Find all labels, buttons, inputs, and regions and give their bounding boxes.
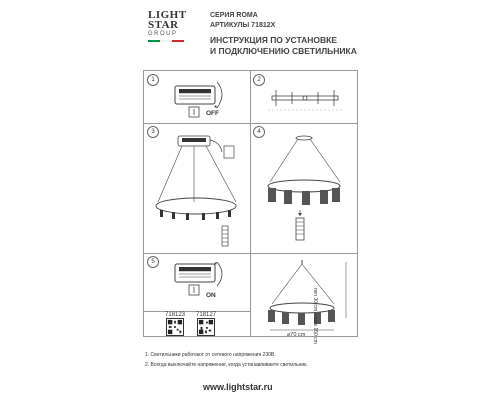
dimensions-diagram <box>262 258 352 338</box>
lightstar-logo <box>148 10 192 42</box>
height-range-label: min 30 cm – max 150 cm <box>312 288 318 344</box>
flag-red <box>172 40 184 42</box>
qr-code-2 <box>197 318 215 336</box>
logo-line-2: STAR <box>148 19 179 31</box>
step4-shades-diagram <box>262 130 352 250</box>
qr-code-label-1: 718123 <box>165 312 186 318</box>
italian-flag-stripe <box>148 40 184 42</box>
grid-divider-row2 <box>144 253 357 254</box>
step-number-1: 1 <box>147 74 159 86</box>
step1-switch-off-diagram <box>165 76 245 121</box>
flag-green <box>148 40 160 42</box>
step-number-4: 4 <box>253 126 265 138</box>
instruction-title-1: ИНСТРУКЦИЯ ПО УСТАНОВКЕ <box>210 35 338 45</box>
step-number-3: 3 <box>147 126 159 138</box>
logo-line-1: LIGHT <box>148 9 187 21</box>
step5-on-label: ON <box>206 292 216 299</box>
website-link[interactable]: www.lightstar.ru <box>203 382 273 392</box>
step2-mounting-bracket-diagram <box>258 80 350 120</box>
diameter-label: ⌀70 cm <box>287 332 306 338</box>
logo-subtitle: GROUP <box>148 31 178 37</box>
grid-divider-vertical <box>250 71 251 336</box>
qr-code-1 <box>166 318 184 336</box>
flag-white <box>160 40 172 42</box>
instruction-title-2: И ПОДКЛЮЧЕНИЮ СВЕТИЛЬНИКА <box>210 46 357 56</box>
articles-title: АРТИКУЛЫ 71812X <box>210 22 276 29</box>
series-title: СЕРИЯ ROMA <box>210 12 258 19</box>
note-1: 1. Светильники работают от сетевого напряжения 230В. <box>145 352 276 358</box>
grid-divider-row1 <box>144 123 357 124</box>
step1-off-label: OFF <box>206 110 219 117</box>
step-number-5: 5 <box>147 256 159 268</box>
qr-code-label-2: 718127 <box>196 312 217 318</box>
step3-mounting-diagram <box>150 130 250 250</box>
note-2: 2. Всегда выключайте напряжение, когда устанавливаете светильник. <box>145 362 308 368</box>
step-number-2: 2 <box>253 74 265 86</box>
step5-switch-on-diagram <box>165 258 245 303</box>
